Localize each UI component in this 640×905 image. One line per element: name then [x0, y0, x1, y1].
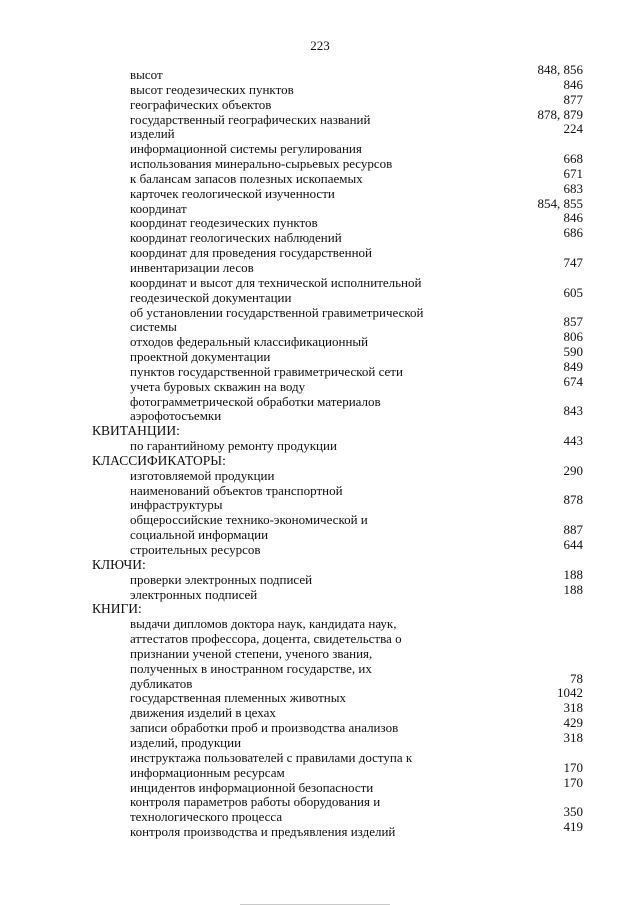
index-entry	[0, 142, 640, 157]
index-entry	[0, 121, 640, 142]
entry-text: социальной информации	[130, 527, 269, 543]
page-ref: 878, 879	[537, 106, 583, 122]
page-ref: 848, 856	[537, 62, 583, 77]
page-ref: 644	[563, 537, 583, 552]
index-entry	[0, 373, 640, 395]
index-entry	[0, 795, 640, 810]
index-entry	[0, 151, 640, 172]
entry-text: общероссийские технико-экономической и	[130, 512, 368, 528]
page-ref: 605	[563, 284, 583, 300]
index-entry	[0, 774, 640, 796]
index-entry	[0, 76, 640, 98]
page-ref: 849	[563, 358, 583, 374]
index-heading	[0, 424, 640, 439]
entry-text: информационной системы регулирования	[130, 141, 362, 157]
index-heading	[0, 454, 640, 469]
page-ref: 1042	[557, 685, 583, 701]
entry-text: технологического процесса	[130, 809, 283, 825]
entry-text: системы	[130, 319, 177, 335]
index-entry	[0, 276, 640, 291]
index-entry	[0, 344, 640, 365]
index-entry	[0, 314, 640, 335]
index-entry	[0, 632, 640, 647]
entry-text: координат и высот для технической исполнительной	[130, 274, 422, 290]
entry-text: высот	[130, 67, 163, 82]
entry-text: проверки электронных подписей	[130, 571, 313, 587]
page-ref: 843	[563, 403, 583, 419]
entry-text: строительных ресурсов	[130, 542, 261, 557]
index-entry	[0, 306, 640, 321]
entry-text: по гарантийному ремонту продукции	[130, 438, 337, 454]
index-heading	[0, 602, 640, 617]
heading-text: КЛЮЧИ:	[92, 556, 146, 572]
entry-text: высот геодезических пунктов	[130, 81, 294, 97]
entry-text: пунктов государственной гравиметрической сети	[130, 363, 403, 379]
index-entry	[0, 225, 640, 246]
page-ref: 846	[563, 76, 583, 92]
entry-text: дубликатов	[130, 675, 193, 691]
index-entry	[0, 700, 640, 721]
entry-text: фотограмметрической обработки материалов	[130, 393, 381, 409]
page-ref: 846	[563, 210, 583, 226]
index-entry	[0, 492, 640, 513]
page-ref: 877	[563, 91, 583, 107]
entry-text: отходов федеральный классификационный	[130, 334, 369, 350]
index-entry	[0, 715, 640, 736]
entry-text: изделий	[130, 126, 175, 142]
page-ref: 590	[563, 344, 583, 360]
entry-text: движения изделий в цехах	[130, 705, 276, 721]
page-ref: 668	[563, 151, 583, 167]
index-entry	[0, 433, 640, 454]
page-ref: 806	[563, 329, 583, 345]
index-entry	[0, 670, 640, 692]
entry-text: инвентаризации лесов	[130, 259, 254, 275]
page-ref: 170	[563, 759, 583, 775]
index-entry	[0, 62, 640, 83]
index-entry	[0, 254, 640, 276]
entry-text: изделий, продукции	[130, 734, 242, 750]
entry-text: инцидентов информационной безопасности	[130, 779, 374, 795]
index-list	[0, 62, 640, 840]
entry-text: геодезической документации	[130, 289, 292, 305]
page-ref: 854, 855	[537, 195, 583, 211]
index-entry	[0, 804, 640, 825]
page-ref: 671	[563, 165, 583, 181]
index-entry	[0, 165, 640, 187]
page-ref: 686	[563, 225, 583, 241]
index-entry	[0, 210, 640, 231]
entry-text: использования минерально-сырьевых ресурсов	[130, 156, 393, 172]
entry-text: признании ученой степени, ученого звания,	[130, 645, 373, 661]
index-entry	[0, 395, 640, 410]
page-ref: 224	[563, 121, 583, 137]
entry-text: карточек геологической изученности	[130, 185, 335, 201]
page-number: 223	[310, 38, 330, 53]
entry-text: аттестатов профессора, доцента, свидетельства о	[130, 631, 402, 647]
page-ref: 188	[563, 581, 583, 597]
page-ref: 188	[563, 566, 583, 582]
heading-text: КВИТАНЦИИ:	[92, 423, 180, 439]
heading-text: КНИГИ:	[92, 601, 142, 617]
entry-text: об установлении государственной гравиметрической	[130, 304, 424, 320]
entry-text: полученных в иностранном государстве, их	[130, 660, 372, 676]
page-ref: 674	[563, 373, 583, 389]
entry-text: координат для проведения государственной	[130, 245, 373, 261]
heading-text: КЛАССИФИКАТОРЫ:	[92, 452, 226, 468]
page-ref: 878	[563, 492, 583, 508]
page-ref: 857	[563, 314, 583, 330]
entry-text: координат геологических наблюдений	[130, 230, 342, 246]
index-entry	[0, 246, 640, 261]
index-entry	[0, 759, 640, 781]
entry-text: электронных подписей	[130, 586, 258, 602]
index-entry	[0, 537, 640, 558]
index-entry	[0, 647, 640, 662]
index-heading	[0, 558, 640, 573]
entry-text: географических объектов	[130, 96, 272, 112]
index-entry	[0, 284, 640, 306]
entry-text: аэрофотосъемки	[130, 408, 222, 424]
page-ref: 78	[570, 670, 583, 686]
entry-text: к балансам запасов полезных ископаемых	[130, 170, 363, 186]
index-entry	[0, 685, 640, 706]
entry-text: учета буровых скважин на воду	[130, 378, 306, 394]
index-entry	[0, 106, 640, 128]
index-entry	[0, 329, 640, 350]
index-entry	[0, 403, 640, 424]
page-ref: 683	[563, 180, 583, 196]
page-ref: 443	[563, 433, 583, 449]
entry-text: изготовляемой продукции	[130, 467, 275, 483]
index-entry	[0, 522, 640, 543]
index-entry	[0, 195, 640, 217]
index-entry	[0, 462, 640, 484]
entry-text: государственная племенных животных	[130, 690, 346, 706]
index-entry	[0, 819, 640, 840]
index-entry	[0, 729, 640, 751]
page-ref: 419	[563, 819, 583, 835]
entry-text: проектной документации	[130, 349, 271, 365]
page-ref: 429	[563, 715, 583, 731]
entry-text: инфраструктуры	[130, 497, 223, 513]
index-entry	[0, 617, 640, 632]
index-entry	[0, 581, 640, 603]
index-entry	[0, 662, 640, 677]
entry-text: записи обработки проб и производства анализов	[130, 720, 399, 736]
entry-text: координат	[130, 200, 187, 216]
page-ref: 350	[563, 804, 583, 820]
index-entry	[0, 751, 640, 766]
index-entry	[0, 484, 640, 499]
entry-text: контроля производства и предъявления изделий	[130, 824, 396, 840]
page-ref: 170	[563, 774, 583, 790]
entry-text: государственный географических названий	[130, 111, 371, 127]
entry-text: координат геодезических пунктов	[130, 215, 318, 231]
entry-text: инструктажа пользователей с правилами доступа к	[130, 749, 413, 765]
page-ref: 318	[563, 729, 583, 745]
page-ref: 887	[563, 522, 583, 538]
page-ref: 747	[563, 254, 583, 270]
index-entry	[0, 513, 640, 528]
index-entry	[0, 566, 640, 588]
entry-text: информационным ресурсам	[130, 764, 285, 780]
entry-text: контроля параметров работы оборудования и	[130, 794, 381, 810]
index-entry	[0, 358, 640, 380]
entry-text: наименований объектов транспортной	[130, 482, 343, 498]
entry-text: выдачи дипломов доктора наук, кандидата наук,	[130, 616, 397, 632]
page-ref: 318	[563, 700, 583, 716]
page-ref: 290	[563, 462, 583, 478]
